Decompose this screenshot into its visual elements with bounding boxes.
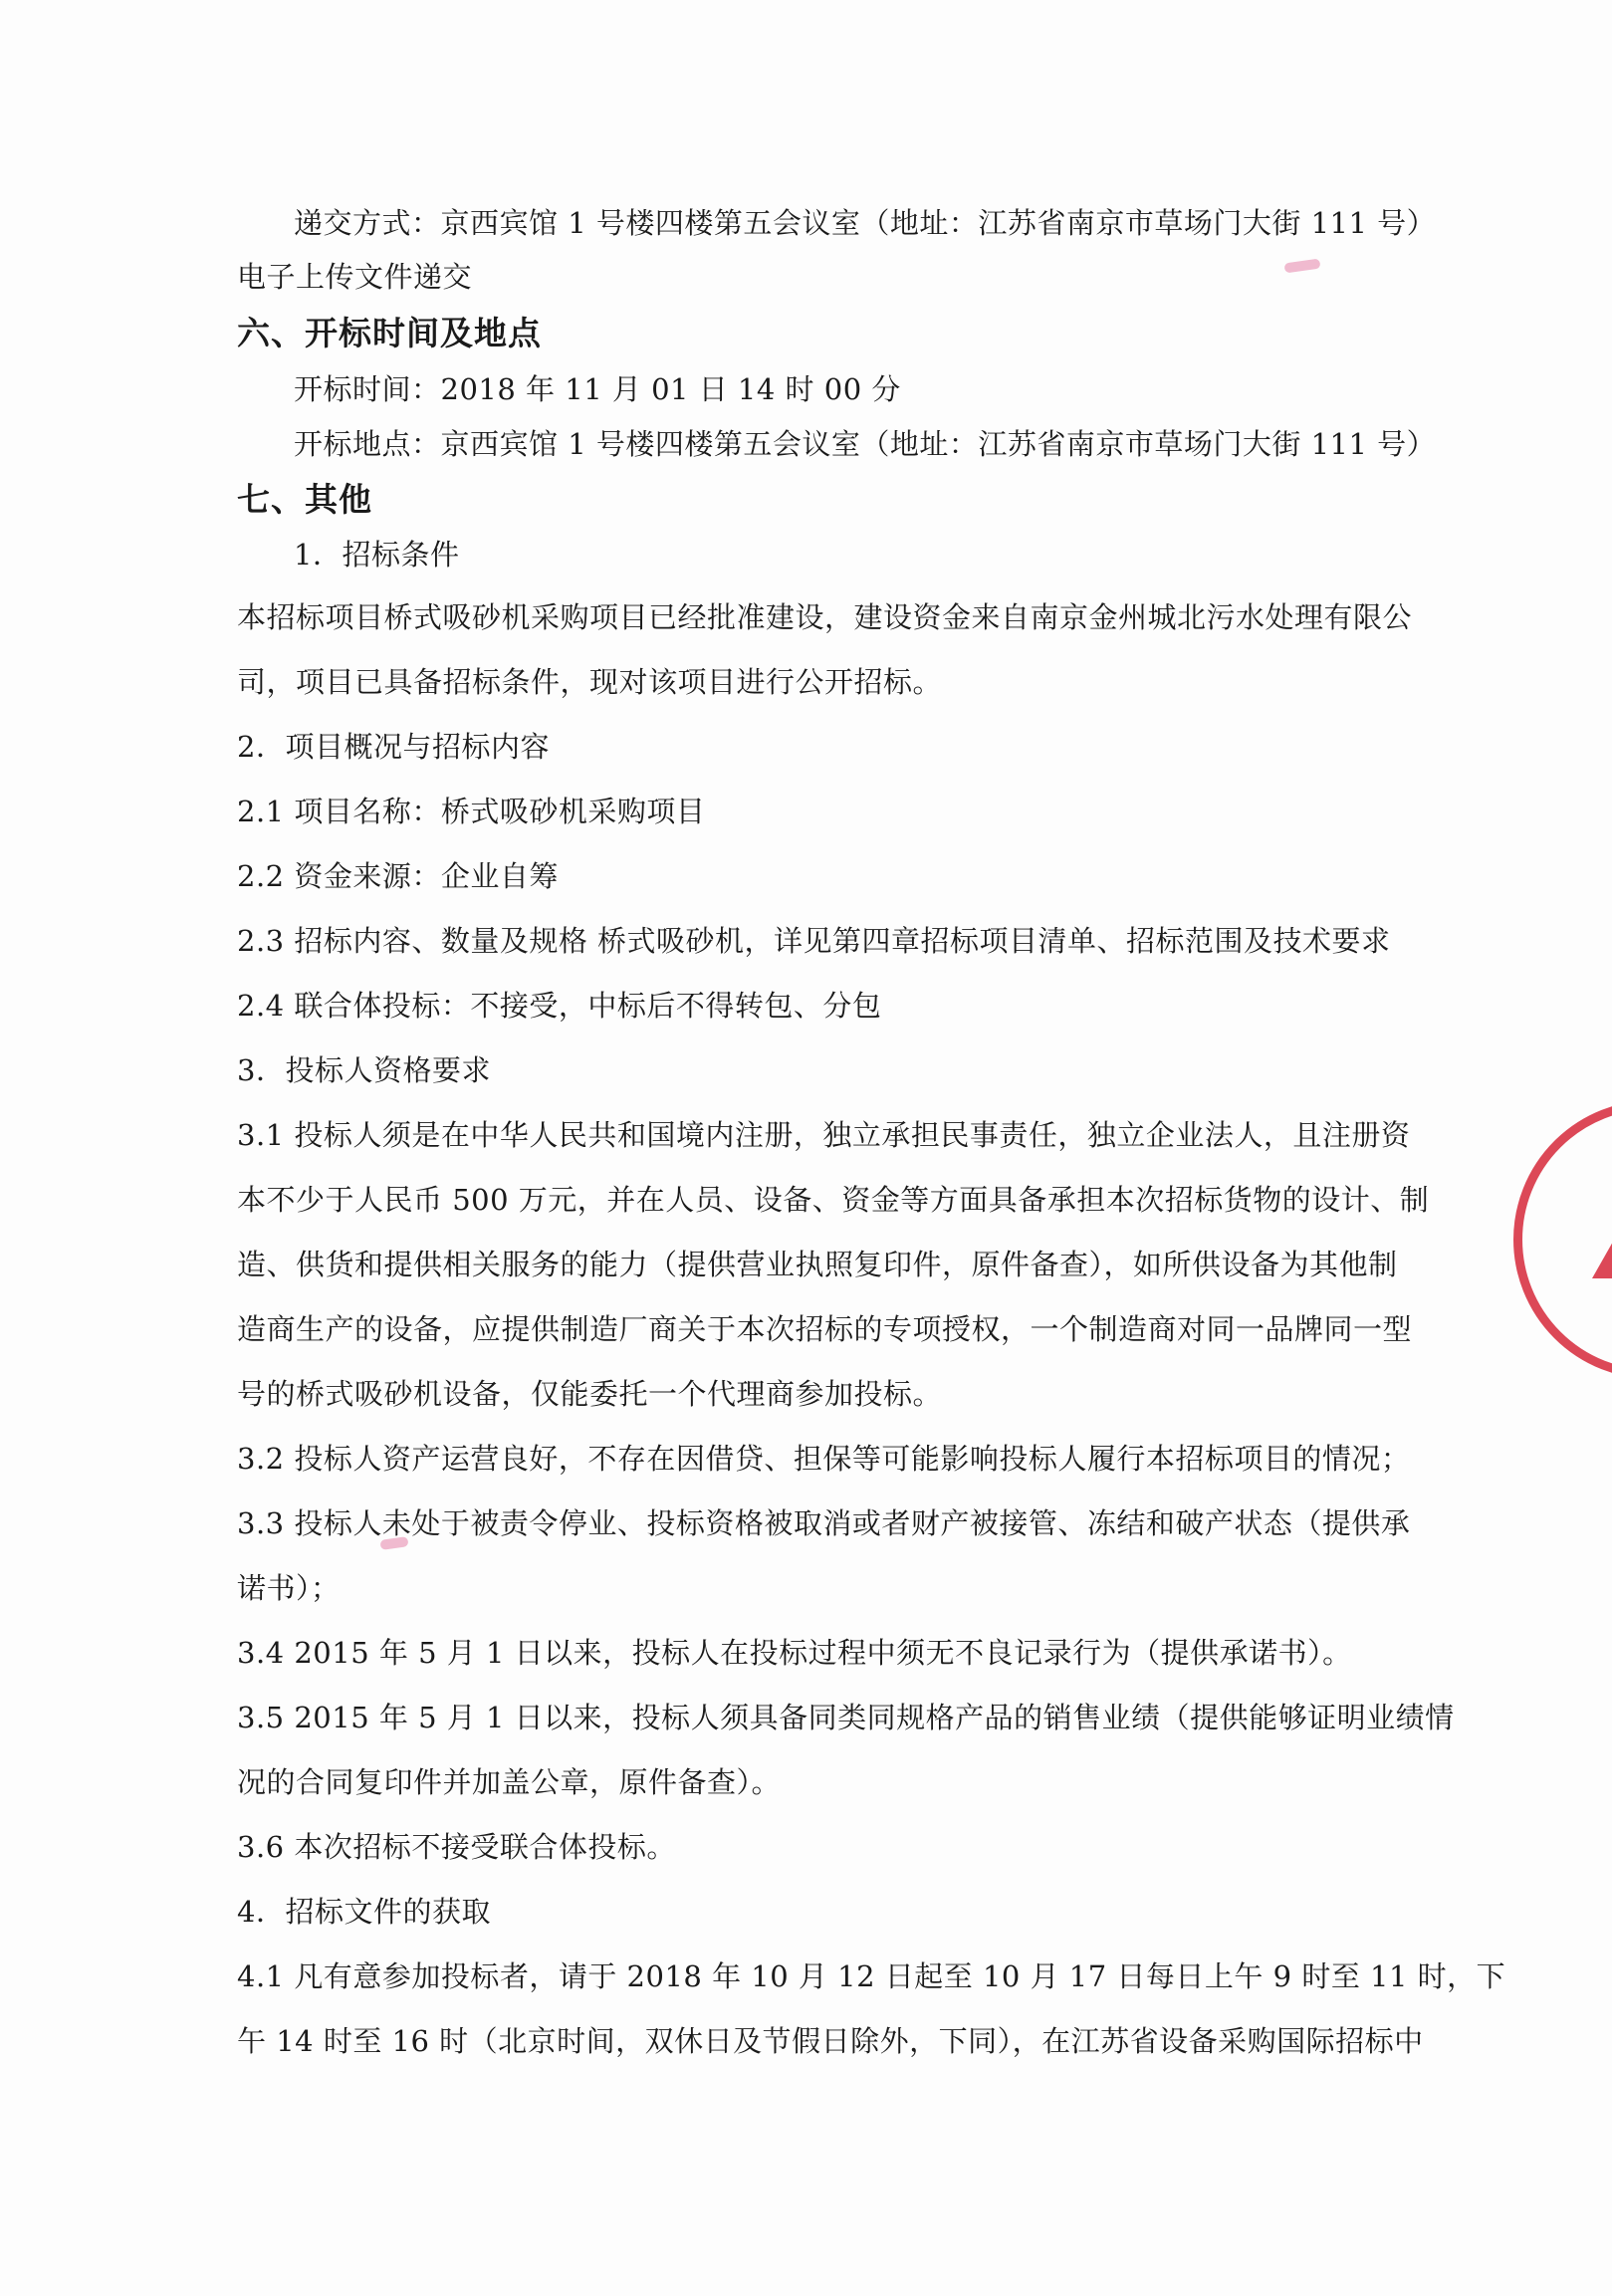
item-3-1-a: 3.1 投标人须是在中华人民共和国境内注册，独立承担民事责任，独立企业法人，且注册资 bbox=[237, 1118, 1411, 1152]
electronic-upload-line: 电子上传文件递交 bbox=[237, 260, 473, 294]
item-4-1-b: 午 14 时至 16 时（北京时间，双休日及节假日除外，下同），在江苏省设备采购国际招标中 bbox=[237, 2024, 1424, 2058]
item-3-3-a: 3.3 投标人未处于被责令停业、投标资格被取消或者财产被接管、冻结和破产状态（提供承 bbox=[237, 1506, 1411, 1540]
item-2-2: 2.2 资金来源：企业自筹 bbox=[237, 859, 559, 893]
item-2-title: 2．项目概况与招标内容 bbox=[237, 730, 550, 764]
section-seven-heading: 七、其他 bbox=[237, 480, 372, 519]
item-4-1-a: 4.1 凡有意参加投标者，请于 2018 年 10 月 12 日起至 10 月 17 日每日上午 9 时至 11 时，下 bbox=[237, 1959, 1506, 1993]
item-2-3: 2.3 招标内容、数量及规格 桥式吸砂机，详见第四章招标项目清单、招标范围及技术要求 bbox=[237, 924, 1391, 958]
seal-star-icon bbox=[1592, 1219, 1612, 1278]
item-3-2: 3.2 投标人资产运营良好，不存在因借贷、担保等可能影响投标人履行本招标项目的情况； bbox=[237, 1442, 1411, 1476]
item-3-4: 3.4 2015 年 5 月 1 日以来，投标人在投标过程中须无不良记录行为（提供承诺书）。 bbox=[237, 1636, 1352, 1670]
ink-smudge bbox=[1283, 259, 1320, 274]
item-3-5-a: 3.5 2015 年 5 月 1 日以来，投标人须具备同类同规格产品的销售业绩（提供能够证明业绩情 bbox=[237, 1701, 1455, 1734]
item-3-1-e: 号的桥式吸砂机设备，仅能委托一个代理商参加投标。 bbox=[237, 1377, 943, 1411]
item-2-1: 2.1 项目名称：桥式吸砂机采购项目 bbox=[237, 795, 706, 828]
item-3-title: 3．投标人资格要求 bbox=[237, 1053, 491, 1087]
official-seal bbox=[1513, 1100, 1612, 1379]
item-3-3-b: 诺书）； bbox=[237, 1571, 341, 1605]
item-3-1-d: 造商生产的设备，应提供制造厂商关于本次招标的专项授权，一个制造商对同一品牌同一型 bbox=[237, 1312, 1413, 1346]
section-six-heading: 六、开标时间及地点 bbox=[237, 314, 542, 352]
item-1-text-a: 本招标项目桥式吸砂机采购项目已经批准建设，建设资金来自南京金州城北污水处理有限公 bbox=[237, 600, 1413, 634]
opening-location-line: 开标地点：京西宾馆 1 号楼四楼第五会议室（地址：江苏省南京市草场门大街 111 号） bbox=[294, 427, 1437, 461]
item-2-4: 2.4 联合体投标：不接受，中标后不得转包、分包 bbox=[237, 989, 882, 1023]
item-1-text-b: 司，项目已具备招标条件，现对该项目进行公开招标。 bbox=[237, 665, 943, 699]
item-4-title: 4．招标文件的获取 bbox=[237, 1895, 491, 1929]
item-3-1-c: 造、供货和提供相关服务的能力（提供营业执照复印件，原件备查），如所供设备为其他制 bbox=[237, 1248, 1398, 1281]
delivery-method-line: 递交方式：京西宾馆 1 号楼四楼第五会议室（地址：江苏省南京市草场门大街 111 号） bbox=[294, 206, 1437, 240]
item-3-6: 3.6 本次招标不接受联合体投标。 bbox=[237, 1830, 676, 1864]
item-1-title: 1．招标条件 bbox=[294, 538, 460, 572]
item-3-5-b: 况的合同复印件并加盖公章，原件备查）。 bbox=[237, 1765, 782, 1799]
item-3-1-b: 本不少于人民币 500 万元，并在人员、设备、资金等方面具备承担本次招标货物的设计、制 bbox=[237, 1183, 1430, 1217]
opening-time-line: 开标时间：2018 年 11 月 01 日 14 时 00 分 bbox=[294, 372, 901, 406]
